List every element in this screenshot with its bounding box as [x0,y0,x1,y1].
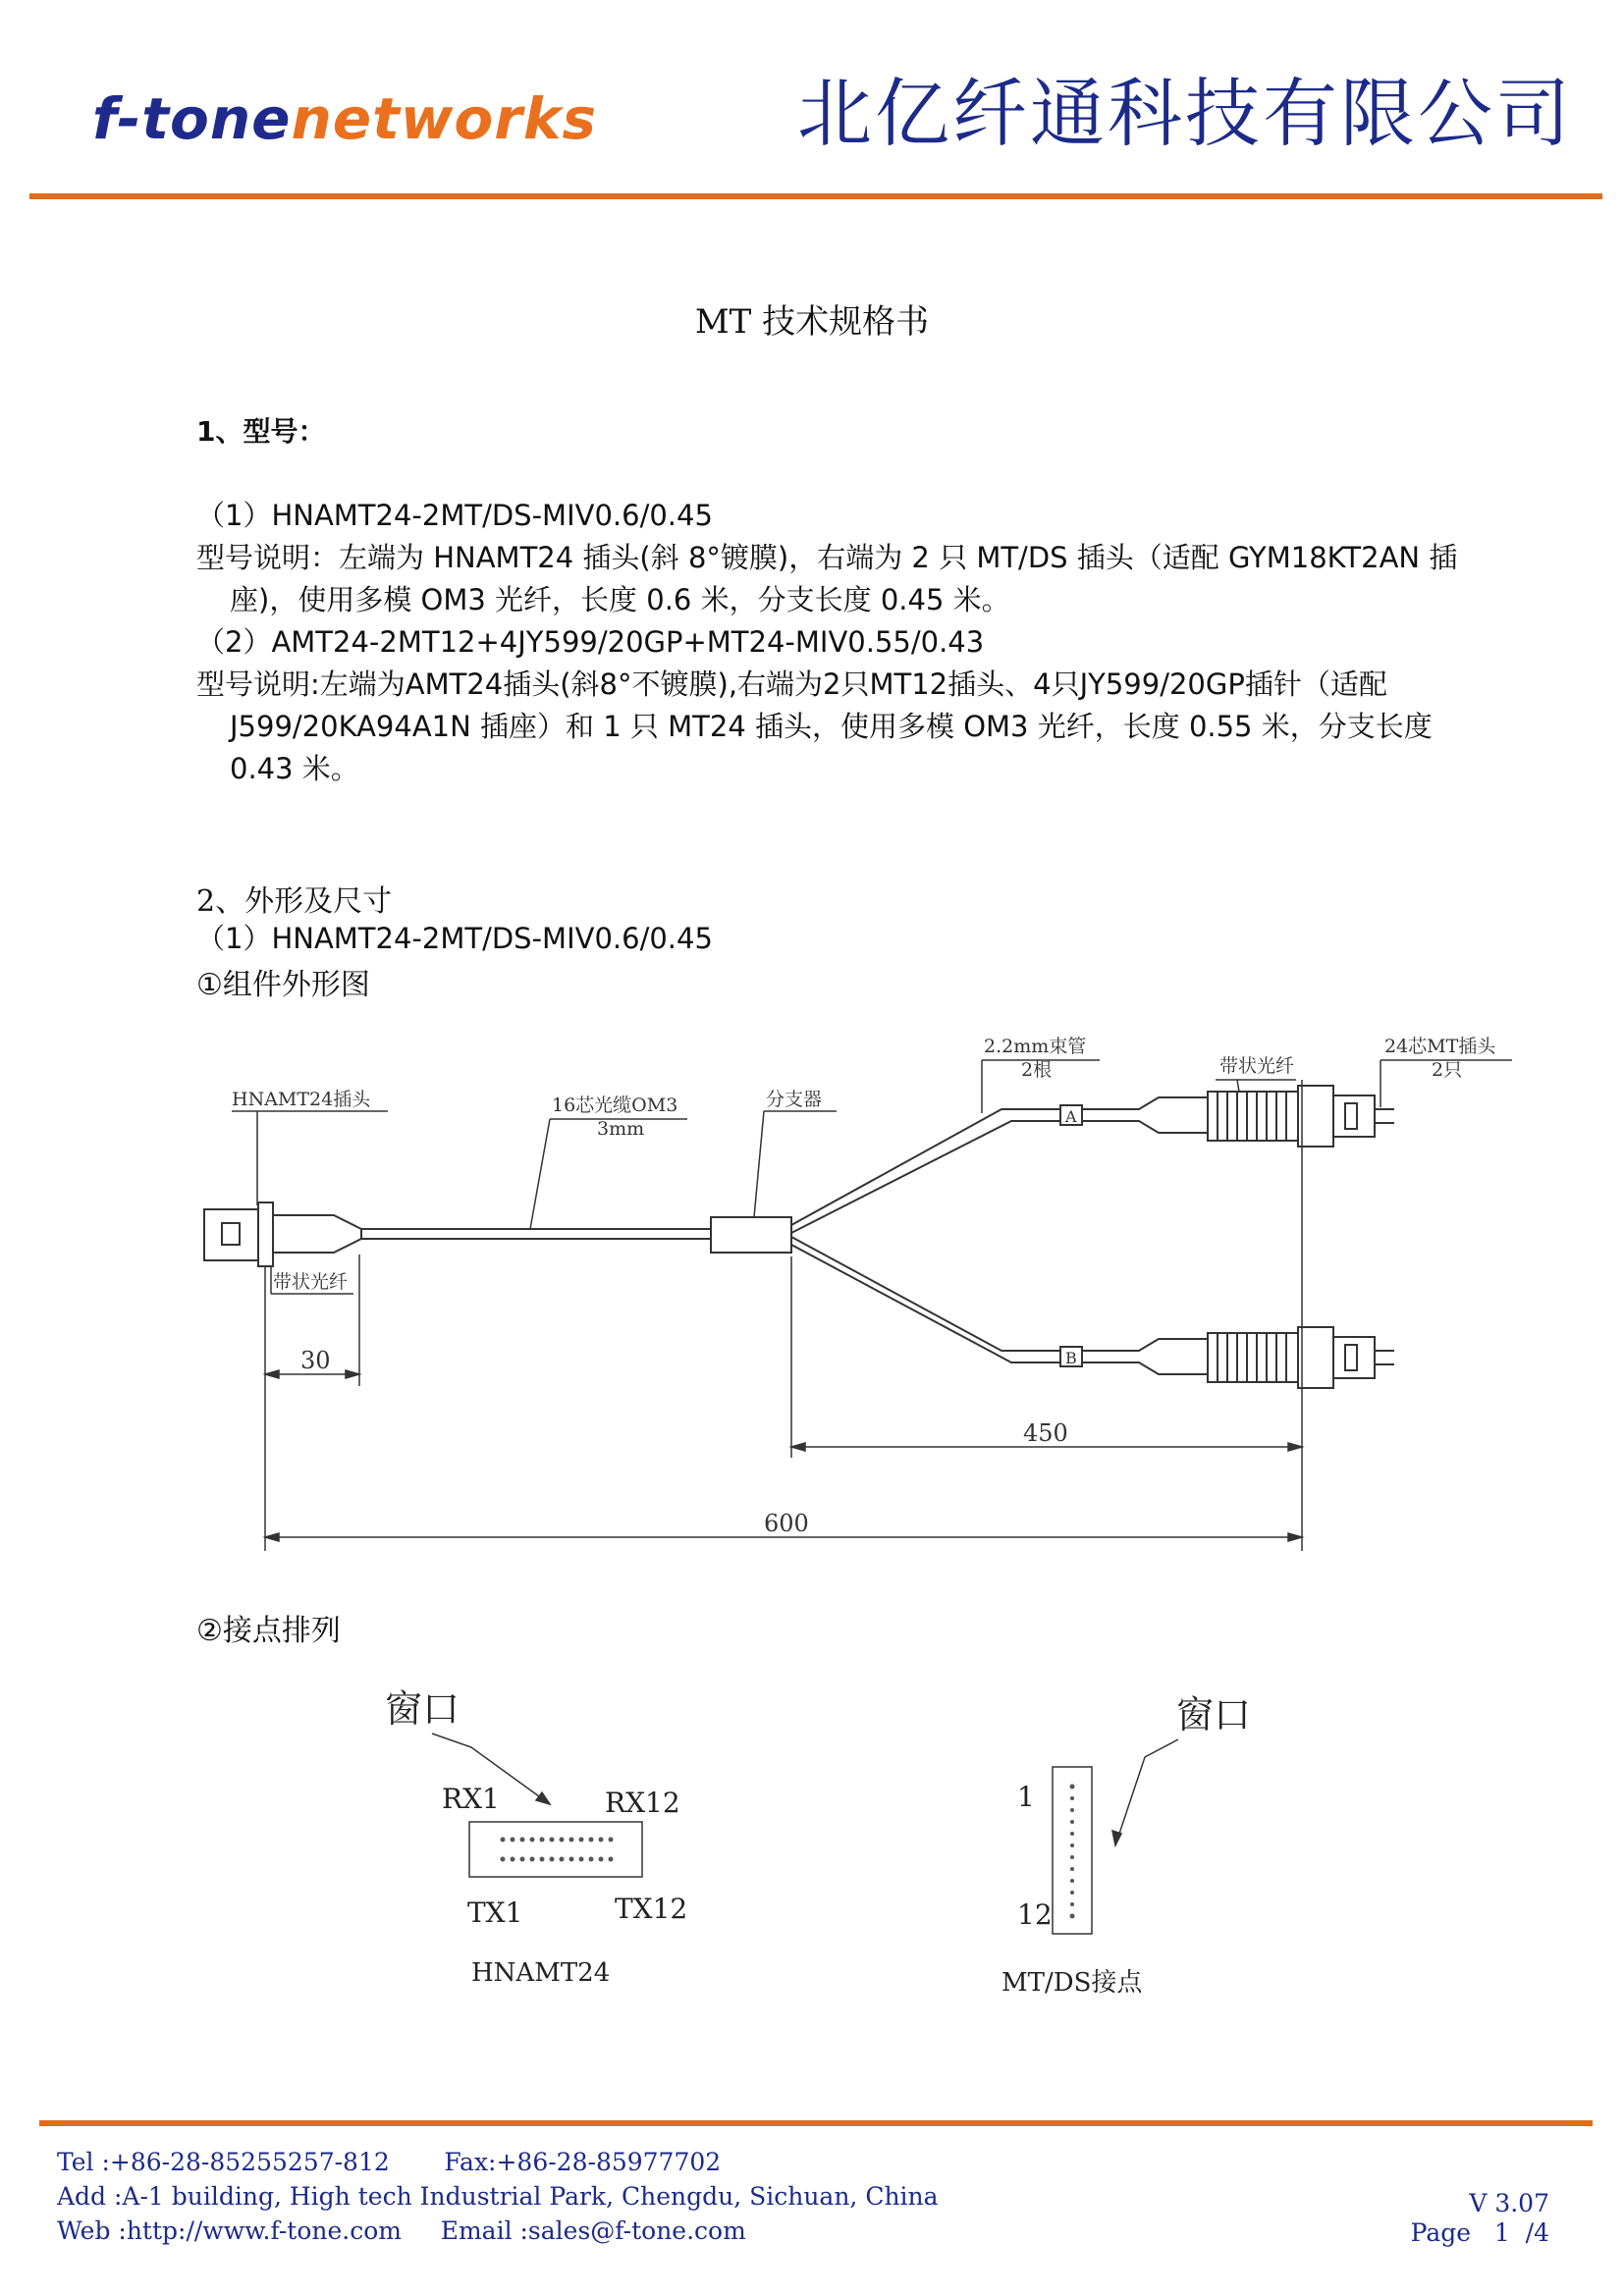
label-right-qty: 2只 [1432,1059,1463,1081]
footer-version: V 3.07 [1469,2189,1549,2217]
footer-divider [39,2120,1593,2126]
left-connector-boot [273,1215,361,1253]
hnamt24-face [469,1822,642,1877]
upper-mt-ferrule [1333,1095,1375,1137]
mtds-face [1053,1767,1092,1934]
right-caption: MT/DS接点 [1001,1968,1143,1998]
figure1-label: ①组件外形图 [196,968,370,1002]
model1-description: 型号说明：左端为 HNAMT24 插头(斜 8°镀膜)，右端为 2 只 MT/DS 插头（适配 GYM18KT2AN 插座)，使用多模 OM3 光纤，长度 0.6 米，分支长度 0.45 米。 [196,541,1458,616]
label-splitter: 分支器 [766,1089,823,1110]
hnamt24-pins [501,1838,614,1862]
label-right-connector: 24芯MT插头 [1384,1036,1496,1057]
section2-heading: 2、外形及尺寸 [196,884,393,919]
label-tube: 2.2mm束管 [984,1036,1087,1057]
model1-name: （1）HNAMT24-2MT/DS-MIV0.6/0.45 [196,499,713,532]
left-connector-flange [258,1202,273,1266]
label-dim-450: 450 [1023,1419,1068,1447]
footer-contact-phone: Tel :+86-28-85255257-812 Fax:+86-28-85977702 [57,2148,722,2176]
header-divider [29,193,1602,199]
label-cable: 16芯光缆OM3 [552,1095,678,1116]
section1-heading: 1、型号： [196,415,326,448]
document-title: MT 技术规格书 [694,302,930,342]
lower-branch-line-b [791,1245,1060,1362]
label-cable-dia: 3mm [597,1118,645,1140]
upper-tube [1082,1097,1208,1133]
upper-spring-boot [1208,1092,1298,1141]
lower-branch-line-a [791,1237,1060,1351]
model2-name: （2）AMT24-2MT12+4JY599/20GP+MT24-MIV0.55/0.43 [196,625,985,659]
upper-branch-line-b [791,1121,1060,1233]
lower-mt-flange [1298,1327,1333,1388]
logo-text-part2: networks [291,85,597,152]
company-name: 北亿纤通科技有限公司 [797,70,1573,157]
label-pin-12: 12 [1017,1898,1053,1931]
label-left-connector: HNAMT24插头 [232,1089,371,1110]
label-tx1: TX1 [467,1896,523,1929]
section2-model-name: （1）HNAMT24-2MT/DS-MIV0.6/0.45 [196,922,713,955]
splitter-body [711,1217,791,1253]
lower-spring-boot [1208,1333,1298,1382]
label-ribbon-top: 带状光纤 [1219,1055,1295,1077]
left-window-label: 窗口 [385,1687,460,1731]
pinout-diagrams [373,1669,1296,2022]
footer-page-number: Page 1 /4 [1410,2218,1549,2247]
company-logo [92,85,597,152]
label-rx1: RX1 [442,1783,500,1815]
model2-description: 型号说明:左端为AMT24插头(斜8°不镀膜),右端为2只MT12插头、4只JY599/20GP插针（适配 J599/20KA94A1N 插座）和 1 只 MT24 插头，使用多模 OM3 光纤，长度 0.55 米，分支长度 0.43 米。 [196,667,1433,785]
left-caption: HNAMT24 [471,1958,611,1988]
label-mark-b: B [1065,1349,1077,1367]
figure2-label: ②接点排列 [196,1614,341,1648]
mtds-pins [1070,1785,1075,1919]
assembly-drawing [187,1021,1542,1571]
label-ribbon-left: 带状光纤 [273,1271,349,1293]
footer-web-email: Web :http://www.f-tone.com Email :sales@f-tone.com [57,2216,746,2245]
lower-mt-ferrule [1333,1337,1375,1378]
left-connector-body [204,1209,258,1260]
label-rx12: RX12 [605,1787,680,1819]
label-dim-30: 30 [300,1347,331,1374]
label-mark-a: A [1065,1107,1077,1126]
logo-text-part1: f-tone [92,85,292,152]
label-tube-qty: 2根 [1021,1059,1053,1081]
right-window-arrow [1115,1739,1178,1845]
label-dim-600: 600 [764,1510,809,1537]
upper-mt-flange [1298,1086,1333,1147]
upper-branch-line-a [791,1109,1060,1225]
label-tx12: TX12 [615,1893,688,1925]
right-window-label: 窗口 [1176,1693,1252,1736]
label-pin-1: 1 [1017,1781,1035,1813]
footer-address: Add :A-1 building, High tech Industrial Park, Chengdu, Sichuan, China [57,2182,939,2211]
lower-tube [1082,1339,1208,1374]
